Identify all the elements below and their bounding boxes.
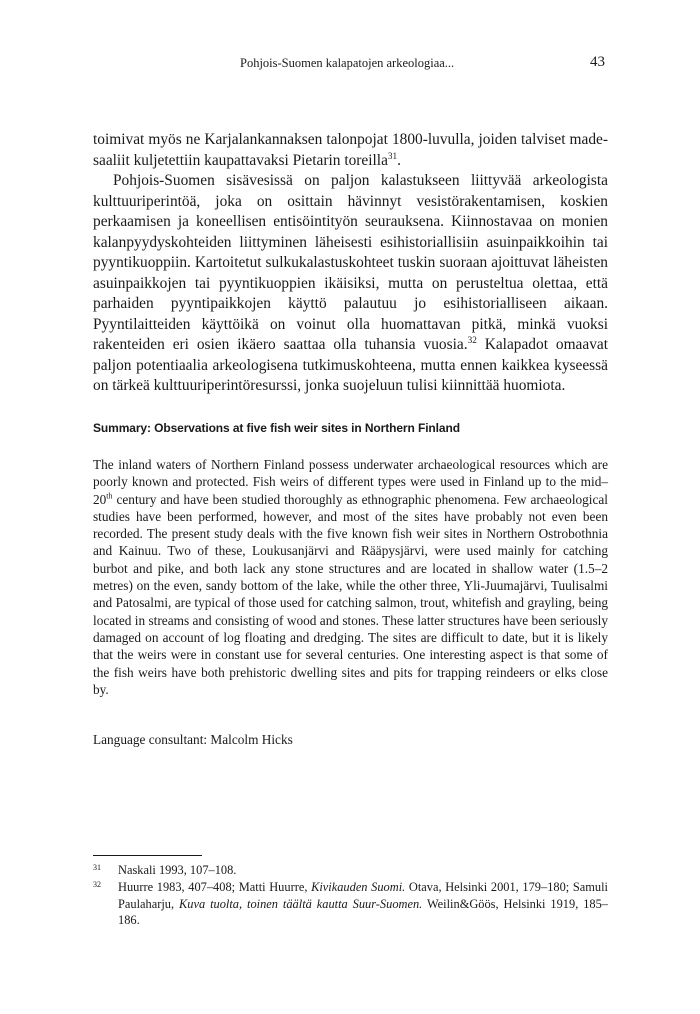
summary-text [93, 456, 608, 698]
book-title: Kuva tuolta, toinen täältä kautta Suur-Suomen. [179, 896, 423, 911]
paragraph-2 [93, 171, 608, 397]
book-title: Kivikauden Suomi. [311, 879, 406, 894]
language-consultant: Language consultant: Malcolm Hicks [93, 732, 293, 747]
body-text [93, 130, 608, 397]
footnote-ref-32[interactable]: 32 [467, 334, 477, 345]
paragraph-1-end: . [397, 151, 401, 169]
footnote-ref-31[interactable]: 31 [387, 150, 398, 161]
footnote-text: Naskali 1993, 107–108. [118, 863, 237, 877]
page-number: 43 [590, 54, 605, 70]
footnote-marker: 32 [93, 879, 101, 889]
paragraph-2-text: Pohjois-Suomen sisävesissä on paljon kalastukseen liittyvää arkeologista kulttuuriperintöä, joka on osittain hävinnyt vesistörakentamisen, koskien perkaamisen ja koneellisen entisöintityön seurauksena. Kiinnostavaa on monien kalanpyydyskohteiden liittyminen läheisesti esihistoriallisiin asuinpaikkoihin tai pyyntikuoppiin. Kartoitetut sulkukalastuskohteet tuskin suoraan ajoittuvat läheisten asuinpaikkojen tai pyyntikuoppien ikäisiksi, mutta on perusteltua olettaa, että parhaiden pyyntipaikkojen käyttö palautuu jo esihistorialliseen aikaan. Pyyntilaitteiden käyttöikä on voinut olla huomattavan pitkä, minkä vuoksi rakenteiden eri osien ikäero saattaa olla tuhansia vuosia. [93, 172, 608, 353]
paragraph-1-text: toimivat myös ne Karjalankannaksen talonpojat 1800-luvulla, joiden talviset made-saaliit kuljetettiin kaupattavaksi Pietarin toreilla [93, 131, 608, 169]
paragraph-1 [93, 130, 608, 171]
footnote-32 [93, 879, 608, 929]
summary-text-start: The inland waters of Northern Finland possess underwater archaeological resources which are poorly known and protected. Fish weirs of different types were used in Finland up to the mid–20 [93, 457, 608, 507]
summary-text-rest: century and have been studied thoroughly as ethnographic phenomena. Few archaeological studies have been performed, however, and most of the sites have probably not even been recorded. The present study deals with the five known fish weir sites in Northern Ostrobothnia and Kainuu. Two of these, Loukusanjärvi and Rääpysjärvi, were used mainly for catching burbot and pike, and both lack any stone structures and are located in shallow water (1.5–2 metres) on the even, sandy bottom of the lake, while the other three, Yli-Juumajärvi, Tuulisalmi and Patosalmi, are typical of those used for catching salmon, trout, whitefish and grayling, being located in streams and consisting of wood and stones. These latter structures have been seriously damaged on account of log floating and dredging. The sites are difficult to date, but it is likely that the weirs were in constant use for several centuries. One interesting aspect is that some of the fish weirs have both prehistoric dwelling sites and pits for trapping reindeers or elks close by. [93, 491, 608, 697]
running-title: Pohjois-Suomen kalapatojen arkeologiaa... [240, 56, 455, 70]
footnote-text: Huurre 1983, 407–408; Matti Huurre, [118, 879, 312, 894]
footnote-text: Otava, Helsinki 2001, 179–180; Samuli Paulaharju, [118, 879, 608, 911]
paragraph-2-end: Kalapadot omaavat paljon potentiaalia arkeologisena tutkimuskohteena, mutta ennen kaikkea kyseessä on tärkeä kulttuuriperintöresurssi, jonka suojeluun tulisi kiinnittää huomiota. [93, 336, 609, 394]
footnote-divider [93, 855, 202, 856]
footnote-31 [93, 862, 608, 879]
footnote-text: Weilin&Göös, Helsinki 1919, 185–186. [118, 896, 609, 928]
footnotes [93, 862, 608, 929]
footnote-marker: 31 [93, 863, 101, 872]
summary-heading: Summary: Observations at five fish weir sites in Northern Finland [93, 421, 460, 435]
ordinal-superscript: th [106, 491, 113, 501]
